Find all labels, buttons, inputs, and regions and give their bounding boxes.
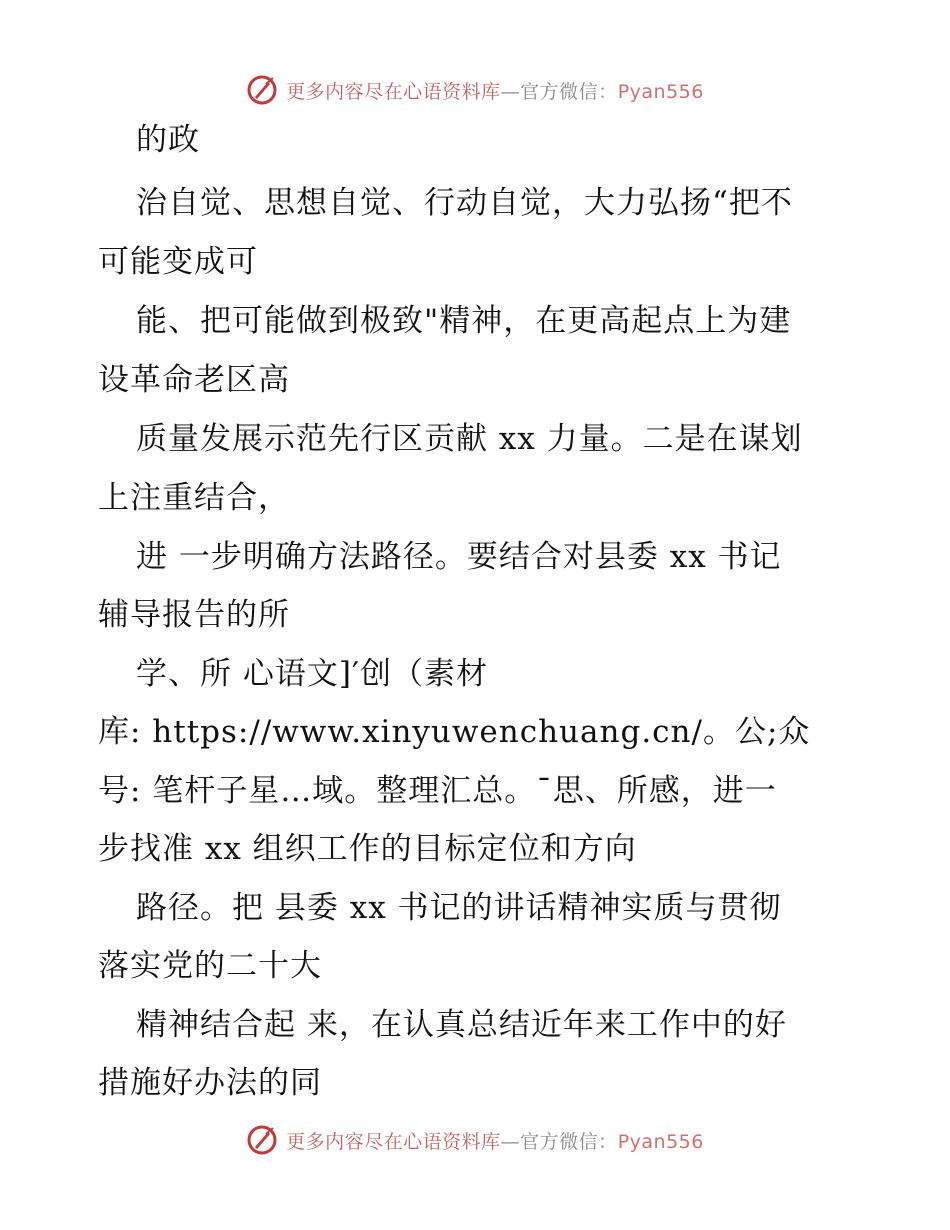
footer-banner-wechat-label: 官方微信： (520, 1130, 618, 1153)
quill-logo-icon (246, 1124, 278, 1156)
text-line: 的政 (136, 122, 200, 158)
footer-banner-handle: Pyan556 (617, 1130, 704, 1153)
header-banner-separator: — (500, 80, 521, 103)
text-line: 可能变成可 (98, 244, 258, 280)
text-line: 落实党的二十大 (98, 948, 322, 984)
footer-banner (286, 1127, 704, 1154)
header-banner-main: 更多内容尽在心语资料库 (286, 80, 501, 103)
header-banner-wechat-label: 官方微信： (520, 80, 618, 103)
quill-logo-icon (246, 74, 278, 106)
text-line: 精神结合起 来，在认真总结近年来工作中的好 (136, 1007, 787, 1043)
footer-banner-separator: — (500, 1130, 521, 1153)
text-line: 库: https://www.xinyuwenchuang.cn/。公;众 (98, 714, 811, 750)
footer-banner-main: 更多内容尽在心语资料库 (286, 1130, 501, 1153)
text-line: 路径。把 县委 xx 书记的讲话精神实质与贯彻 (136, 890, 782, 926)
header-banner (286, 77, 704, 104)
header-banner-handle: Pyan556 (617, 80, 704, 103)
page-footer (0, 1120, 950, 1160)
text-line: 号: 笔杆子星…域。整理汇总。¯思、所感，进一 (98, 773, 777, 809)
text-line: 辅导报告的所 (98, 597, 290, 633)
text-line: 治自觉、思想自觉、行动自觉，大力弘扬“把不 (136, 185, 793, 221)
text-line: 质量发展示范先行区贡献 xx 力量。二是在谋划 (136, 421, 803, 457)
text-line: 学、所 心语文]′创（素材 (136, 656, 488, 692)
text-line: 措施好办法的同 (98, 1065, 322, 1101)
page-header (0, 70, 950, 110)
text-line: 步找准 xx 组织工作的目标定位和方向 (98, 831, 637, 867)
text-line: 进 一步明确方法路径。要结合对县委 xx 书记 (136, 539, 782, 575)
text-line: 上注重结合， (98, 480, 290, 516)
text-line: 设革命老区高 (98, 362, 290, 398)
text-line: 能、把可能做到极致"精神，在更高起点上为建 (136, 303, 792, 339)
